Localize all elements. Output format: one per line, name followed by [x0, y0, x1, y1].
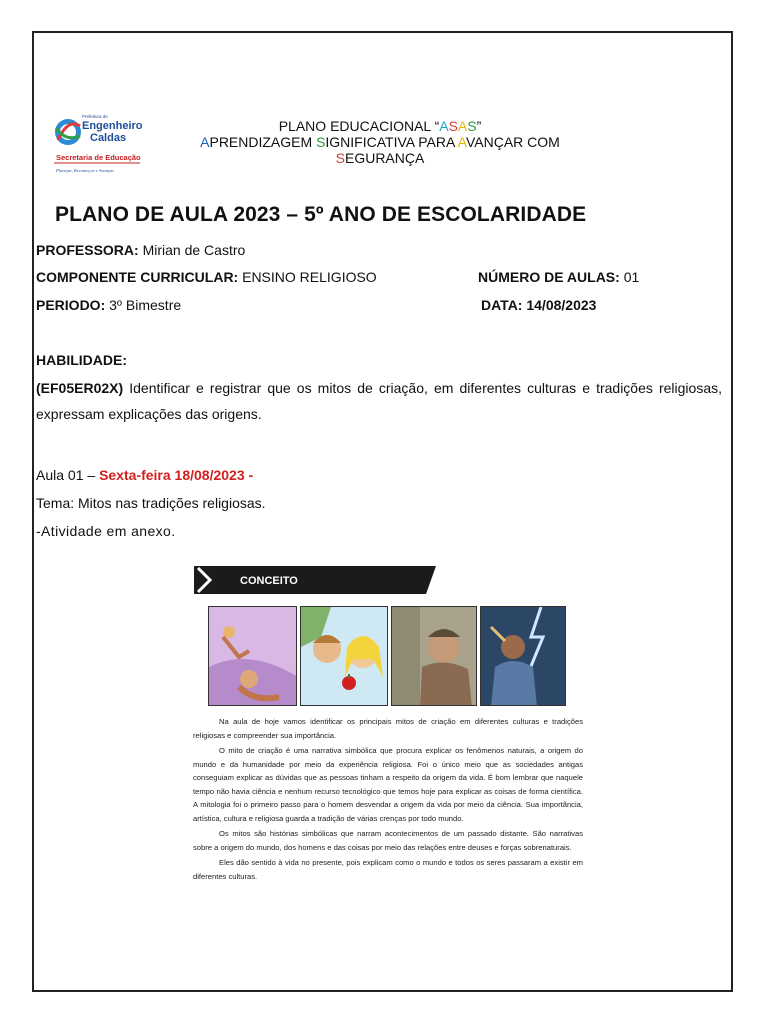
- myth-illustrations: [206, 606, 566, 706]
- illustration-lightning-panel: [480, 606, 566, 706]
- periodo-row: PERIODO: 3º Bimestre: [36, 297, 182, 313]
- habilidade-text: (EF05ER02X) Identificar e registrar que os mitos de criação, em diferentes culturas e tradições religiosas, expressam explicações das origens.: [36, 380, 722, 422]
- illustration-stone-panel: [391, 606, 477, 706]
- illustration-creation-panel: [208, 606, 297, 706]
- concept-paragraph-1: Na aula de hoje vamos identificar os principais mitos de criação em diferentes culturas e tradições religiosas e compreender sua importância.: [193, 717, 583, 740]
- professora-row: PROFESSORA: Mirian de Castro: [36, 242, 246, 258]
- logo-top-text: Prefeitura de: [82, 114, 108, 119]
- header-line-2: APRENDIZAGEM SIGNIFICATIVA PARA AVANÇAR COM: [200, 134, 560, 150]
- logo-name-2: Caldas: [90, 132, 127, 144]
- concept-text: [193, 715, 583, 883]
- componente-row: COMPONENTE CURRICULAR: ENSINO RELIGIOSO: [36, 269, 377, 285]
- illustration-adam-eve-panel: [300, 606, 388, 706]
- header-line-3: SEGURANÇA: [335, 150, 425, 166]
- habilidade-label: HABILIDADE:: [36, 352, 127, 368]
- concept-paragraph-4: Eles dão sentido à vida no presente, pois explicam como o mundo e todos os seres passaram a existir em diferentes culturas.: [193, 858, 583, 881]
- municipality-logo: [52, 112, 144, 180]
- header-line-1: PLANO EDUCACIONAL “ASAS”: [278, 118, 482, 134]
- page-title: PLANO DE AULA 2023 – 5º ANO DE ESCOLARIDADE: [55, 203, 587, 226]
- logo-motto: Planejar, Recomeçar e Avançar.: [56, 168, 115, 173]
- conceito-banner: [194, 566, 436, 594]
- numero-aulas-row: NÚMERO DE AULAS: 01: [478, 269, 640, 285]
- logo-name-1: Engenheiro: [82, 120, 143, 132]
- aula-line: Aula 01 – Sexta-feira 18/08/2023 -: [36, 467, 254, 483]
- concept-paragraph-2: O mito de criação é uma narrativa simbólica que procura explicar os fenômenos naturais, a origem do mundo e da humanidade por meio da experiência religiosa. Foi o único meio que as sociedades antigas conseguiam explicar as dúvidas que as pessoas tinham a respeito da origem da vida. É bom lembrar que naquele tempo não havia ciência e nenhum recurso tecnológico que temos hoje para explicar as coisas de forma científica. A mitologia foi o primeiro passo para o homem desvendar a origem da vida por meio da ciência. Sua importância, artística, cultura e religiosa guarda a tradição de várias crenças por todo mundo.: [193, 746, 583, 823]
- atividade-line: -Atividade em anexo.: [36, 523, 176, 539]
- logo-secretaria: Secretaria de Educação: [56, 153, 141, 162]
- concept-paragraph-3: Os mitos são histórias simbólicas que narram acontecimentos de um passado distante. São narrativas sobre a origem do mundo, dos homens e das coisas por meio das relações entre deuses e forças sobrenaturais.: [193, 829, 583, 852]
- data-row: DATA: 14/08/2023: [481, 297, 597, 313]
- tema-line: Tema: Mitos nas tradições religiosas.: [36, 495, 266, 511]
- conceito-label: CONCEITO: [240, 575, 298, 587]
